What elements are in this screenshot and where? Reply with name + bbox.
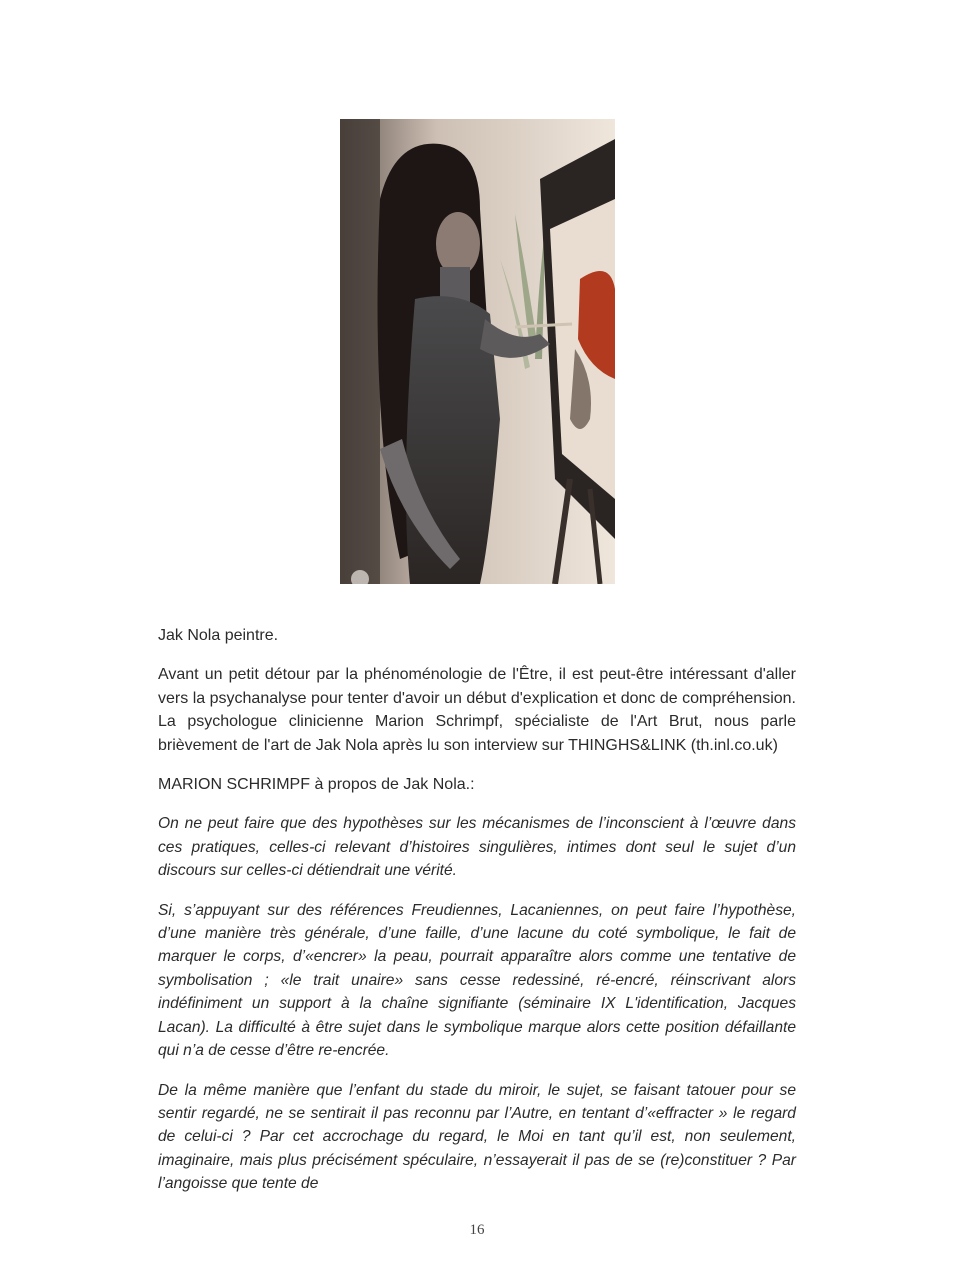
article-text (158, 624, 796, 1212)
intro-paragraph: Avant un petit détour par la phénoménologie de l'Être, il est peut-être intéressant d'aller vers la psychanalyse pour tenter d'avoir un début d'explication et donc de compréhension. La psychologue clinicienne Marion Schrimpf, spécialiste de l'Art Brut, nous parle brièvement de l'art de Jak Nola après lu son interview sur THINGHS&LINK (th.inl.co.uk) (158, 666, 796, 754)
quote-paragraph: On ne peut faire que des hypothèses sur les mécanismes de l’inconscient à l’œuvre dans ces pratiques, celles-ci relevant d’histoires singulières, intimes dont seul le sujet d’un discours sur celles-ci détiendrait une vérité. (158, 815, 796, 880)
quote-paragraph: De la même manière que l’enfant du stade du miroir, le sujet, se faisant tatouer pour se sentir regardé, ne se sentirait il pas reconnu par l’Autre, en tentant d’«effracter » le regard de celui-ci ? Par cet accrochage du regard, le Moi en tant qu’il est, non seulement, imaginaire, mais plus précisément spéculaire, n’essayerait il pas de se (re)constituer ? Par l’angoisse que tente de (158, 1081, 796, 1193)
quote-paragraph: Si, s’appuyant sur des références Freudiennes, Lacaniennes, on peut faire l’hypothèse, d’une manière très générale, d’une faille, d’une lacune du coté symbolique, le fait de marquer le corps, d’«encrer» la peau, pourrait apparaître alors comme une tentative de symbolisation ; «le trait unaire» sans cesse redessiné, ré-encré, réinscrivant alors indéfiniment un support à la chaîne signifiante (séminaire IX L'identification, Jacques Lacan). La difficulté à être sujet dans le symbolique marque alors cette position défaillante qui n’a de cesse d’être re-encrée. (158, 901, 796, 1060)
photo-caption: Jak Nola peintre. (158, 627, 279, 644)
photo-illustration (340, 119, 615, 584)
artist-painting-photo (340, 119, 615, 584)
section-heading: MARION SCHRIMPF à propos de Jak Nola.: (158, 776, 475, 794)
page-number: 16 (469, 1222, 485, 1238)
